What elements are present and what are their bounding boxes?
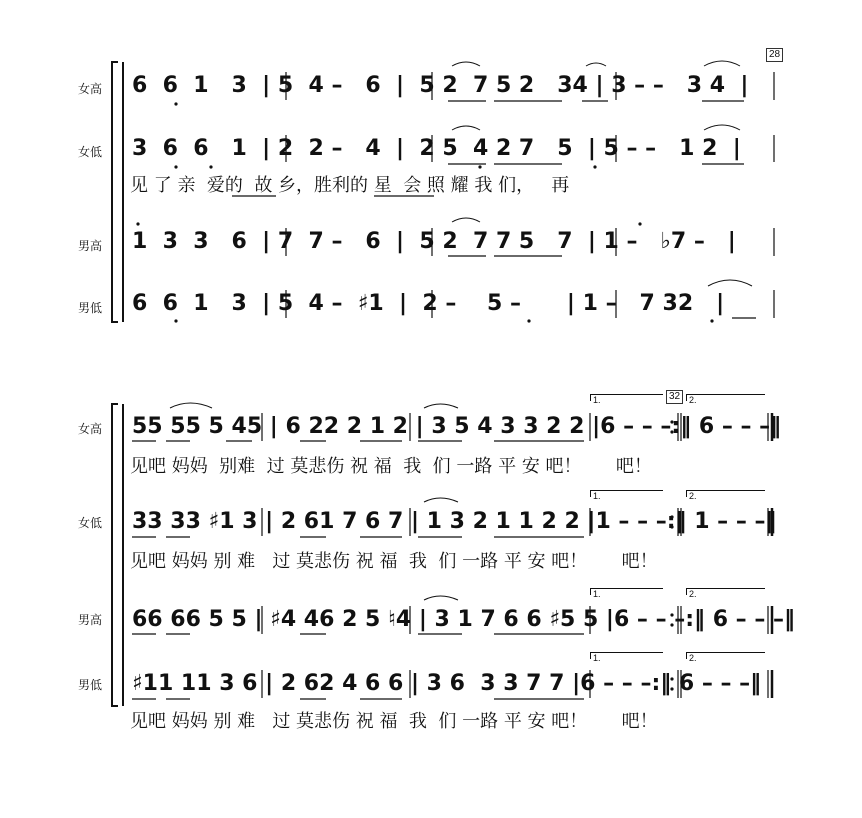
part-label-tenor: 男高: [77, 613, 102, 627]
system-1-alto-notes: 3 6 6 1 | 2 2 – 4 | 2 5 4 2 7 5 | 5 – – 1 2 |: [132, 136, 741, 161]
part-label-alto: 女低: [77, 145, 102, 159]
first-ending: 1.: [590, 652, 663, 659]
second-ending: 2.: [686, 652, 765, 659]
system-2-bass-notes: ♯11 11 3 6 | 2 62 4 6 6 | 3 6 3 3 7 7 |6 – – –:‖ 6 – – –‖: [132, 671, 762, 696]
first-ending: 1.: [590, 588, 663, 595]
second-ending: 2.: [686, 490, 765, 497]
system-1-lyrics: 见 了 亲 爱的 故 乡，胜利的 星 会 照 耀 我 们， 再: [130, 175, 570, 196]
system-2-bass-lyrics: 见吧 妈妈 别 难 过 莫悲伤 祝 福 我 们 一路 平 安 吧！ 吧！: [130, 711, 658, 732]
first-ending: 1.: [590, 490, 663, 497]
second-ending: 2.: [686, 588, 765, 595]
measure-number: 32: [666, 390, 683, 404]
system-2-alto-lyrics: 见吧 妈妈 别 难 过 莫悲伤 祝 福 我 们 一路 平 安 吧！ 吧！: [130, 551, 658, 572]
part-label-bass: 男低: [77, 678, 102, 692]
system-1-tenor-notes: 1 3 3 6 | 7 7 – 6 | 5 2 7 7 5 7 | 1 – ♭7 – |: [132, 229, 736, 254]
system-2-soprano-notes: 55 55 5 45 | 6 22 2 1 2 | 3 5 4 3 3 2 2 |6 – – –:‖ 6 – – –‖: [132, 414, 782, 439]
system-1-bass-notes: 6 6 1 3 | 5 4 – ♯1 | 2 – 5 – | 1 – 7 32 |: [132, 291, 725, 316]
part-label-tenor: 男高: [77, 239, 102, 253]
system-1-soprano-notes: 6 6 1 3 | 5 4 – 6 | 5 2 7 5 2 34 | 3 – – 3 4 |: [132, 73, 749, 98]
first-ending: 1.: [590, 394, 663, 401]
part-label-soprano: 女高: [77, 422, 102, 436]
part-label-alto: 女低: [77, 516, 102, 530]
system-2-alto-notes: 33 33 ♯1 3 | 2 61 7 6 7 | 1 3 2 1 1 2 2 |1 – – –:‖ 1 – – –‖: [132, 509, 777, 534]
system-2-soprano-lyrics: 见吧 妈妈 别难 过 莫悲伤 祝 福 我 们 一路 平 安 吧！ 吧！: [130, 456, 652, 477]
measure-number: 28: [766, 48, 783, 62]
second-ending: 2.: [686, 394, 765, 401]
part-label-bass: 男低: [77, 301, 102, 315]
part-label-soprano: 女高: [77, 82, 102, 96]
system-2-tenor-notes: 66 66 5 5 | ♯4 46 2 5 ♮4 | 3 1 7 6 6 ♯5 5 |6 – – –:‖ 6 – – –‖: [132, 607, 795, 632]
